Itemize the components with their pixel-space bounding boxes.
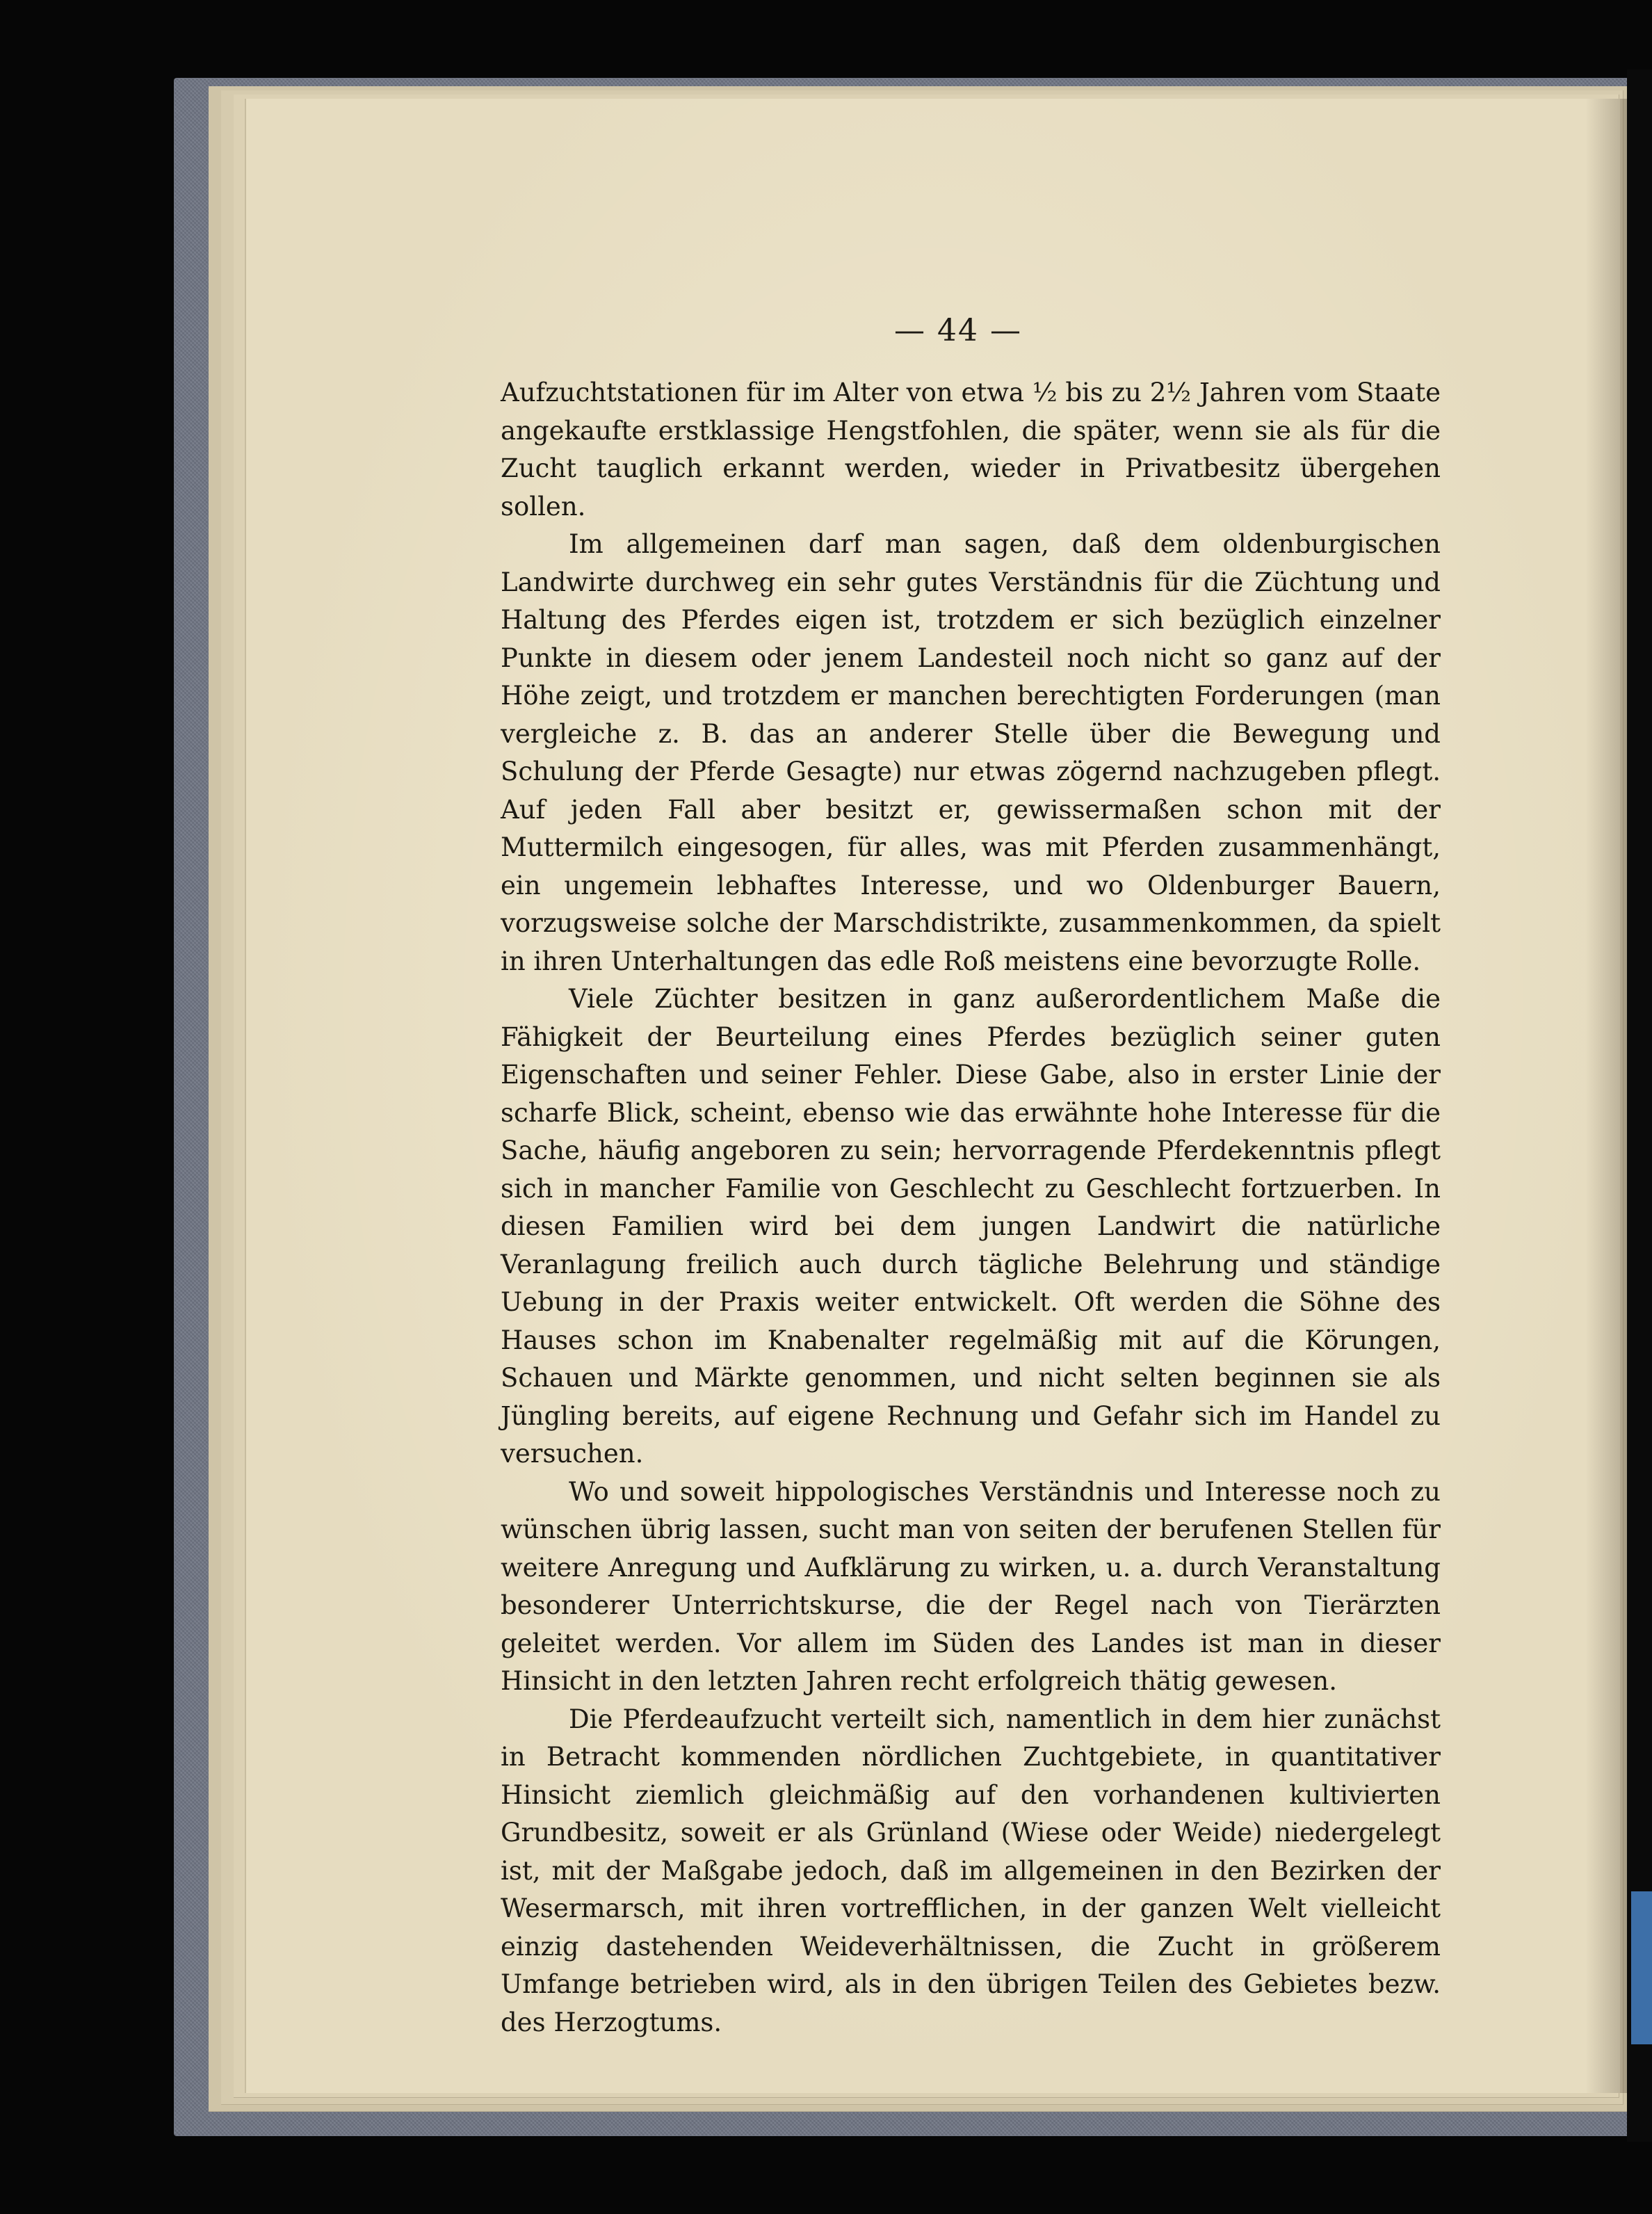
color-target-strip <box>1631 1891 1652 2044</box>
paragraph: Aufzuchtstationen für im Alter von etwa ½ bis zu 2½ Jahren vom Staate angekaufte erstklassige Hengstfohlen, die später, wenn sie als für die Zucht tauglich erkannt werden, wieder in Privatbesitz übergehen sollen. <box>501 378 1441 522</box>
paragraph: Wo und soweit hippologisches Verständnis und Interesse noch zu wünschen übrig lassen, sucht man von seiten der berufenen Stellen für weitere Anregung und Aufklärung zu wirken, u. a. durch Veranstaltung besonderer Unterrichtskurse, die der Regel nach von Tierärzten geleitet werden. Vor allem im Süden des Landes ist man in dieser Hinsicht in den letzten Jahren recht erfolgreich thätig gewesen. <box>501 1476 1441 1696</box>
paragraph: Viele Züchter besitzen in ganz außerordentlichem Maße die Fähigkeit der Beurteilung eines Pferdes bezüglich seiner guten Eigenschaften und seiner Fehler. Diese Gabe, also in erster Linie der scharfe Blick, scheint, ebenso wie das erwähnte hohe Interesse für die Sache, häufig angeboren zu sein; hervorragende Pferdekenntnis pflegt sich in mancher Familie von Geschlecht zu Geschlecht fortzuerben. In diesen Familien wird bei dem jungen Landwirt die natürliche Veranlagung freilich auch durch tägliche Belehrung und ständige Uebung in der Praxis weiter entwickelt. Oft werden die Söhne des Hauses schon im Knabenalter regelmäßig mit auf die Körungen, Schauen und Märkte genommen, und nicht selten beginnen sie als Jüngling bereits, auf eigene Rechnung und Gefahr sich im Handel zu versuchen. <box>501 984 1441 1469</box>
scan-border <box>1627 70 1652 2142</box>
paragraph: Im allgemeinen darf man sagen, daß dem oldenburgischen Landwirte durchweg ein sehr gutes Verständnis für die Züchtung und Haltung des Pferdes eigen ist, trotzdem er sich bezüglich einzelner Punkte in diesem oder jenem Landesteil noch nicht so ganz auf der Höhe zeigt, und trotzdem er manchen berechtigten Forderungen (man vergleiche z. B. das an anderer Stelle über die Bewegung und Schulung der Pferde Gesagte) nur etwas zögernd nachzugeben pflegt. Auf jeden Fall aber besitzt er, gewissermaßen schon mit der Muttermilch eingesogen, für alles, was mit Pferden zusammenhängt, ein ungemein lebhaftes Interesse, und wo Oldenburger Bauern, vorzugsweise solche der Marschdistrikte, zusammenkommen, da spielt in ihren Unterhaltungen das edle Roß meistens eine bevorzugte Rolle. <box>501 529 1441 976</box>
paragraph: Die Pferdeaufzucht verteilt sich, namentlich in dem hier zunächst in Betracht kommenden nördlichen Zuchtgebiete, in quantitativer Hinsicht ziemlich gleichmäßig auf den vorhandenen kultivierten Grundbesitz, soweit er als Grünland (Wiese oder Weide) niedergelegt ist, mit der Maßgabe jedoch, daß im allgemeinen in den Bezirken der Wesermarsch, mit ihren vortrefflichen, in der ganzen Welt vielleicht einzig dastehenden Weideverhältnissen, die Zucht in größerem Umfange betrieben wird, als in den übrigen Teilen des Gebietes bezw. des Herzogtums. <box>501 1704 1441 2037</box>
body-text <box>501 374 1441 2042</box>
page-number: — 44 — <box>894 313 1022 348</box>
page-gutter <box>1585 99 1627 2093</box>
